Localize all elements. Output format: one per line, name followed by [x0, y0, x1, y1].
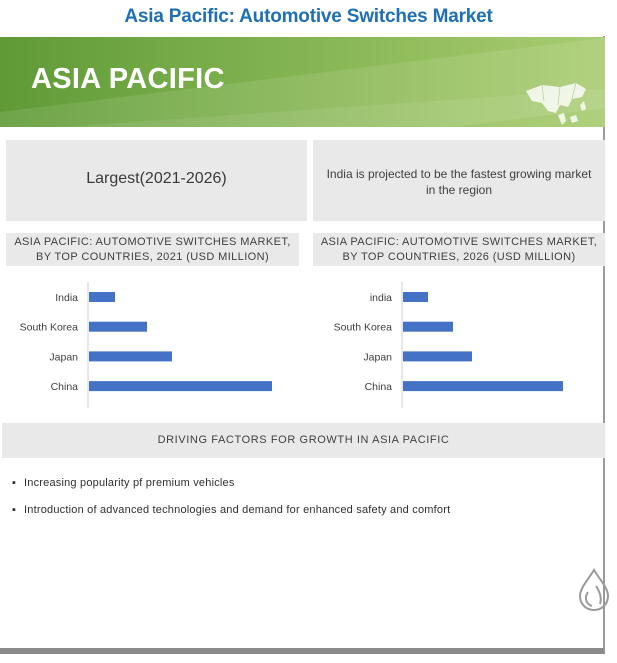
fastest-growing-panel: [313, 140, 605, 221]
bullet-marker: ▪: [12, 504, 17, 516]
largest-market-panel: [6, 140, 307, 221]
bar-china: [89, 381, 272, 391]
largest-market-label: Largest(2021-2026): [86, 170, 227, 187]
chart-2026-title: [313, 233, 605, 266]
driver-item: [12, 477, 235, 489]
fastest-growing-text: India is projected to be the fastest growing market in the region: [326, 167, 592, 197]
driving-factors-heading: DRIVING FACTORS FOR GROWTH IN ASIA PACIFIC: [2, 423, 605, 458]
bar-south-korea: [89, 322, 147, 332]
driver-item-text: Introduction of advanced technologies and demand for enhanced safety and comfort: [24, 504, 451, 516]
chart-2021: [0, 280, 305, 410]
bullet-marker: ▪: [12, 477, 17, 489]
chart-2026-title-line2: BY TOP COUNTRIES, 2026 (USD MILLION): [342, 251, 576, 263]
bar-south-korea: [403, 322, 453, 332]
category-label: China: [50, 381, 78, 394]
category-label: Japan: [49, 351, 78, 364]
bar-japan: [89, 351, 172, 361]
bar-china: [403, 381, 563, 391]
banner-title: ASIA PACIFIC: [31, 63, 225, 95]
driver-item: [12, 504, 450, 516]
water-drop-logo-icon: [574, 568, 614, 612]
category-label: India: [55, 292, 78, 304]
bar-japan: [403, 351, 472, 361]
category-label: South Korea: [19, 321, 78, 334]
chart-2026-title-line1: ASIA PACIFIC: AUTOMOTIVE SWITCHES MARKET,: [320, 236, 598, 248]
chart-2021-title-line1: ASIA PACIFIC: AUTOMOTIVE SWITCHES MARKET,: [14, 236, 291, 248]
region-banner: [0, 37, 605, 127]
bar-india: [89, 292, 115, 302]
page-title: Asia Pacific: Automotive Switches Market: [124, 6, 493, 27]
driver-item-text: Increasing popularity pf premium vehicles: [24, 477, 235, 489]
category-label: South Korea: [333, 321, 392, 334]
chart-2021-title: [6, 233, 299, 266]
category-label: india: [369, 292, 392, 304]
chart-2021-title-line2: BY TOP COUNTRIES, 2021 (USD MILLION): [35, 251, 270, 263]
chart-2026: [308, 280, 605, 410]
category-label: Japan: [363, 351, 392, 364]
category-label: China: [364, 381, 392, 394]
bar-india: [403, 292, 428, 302]
asia-pacific-map-icon: [520, 81, 604, 127]
